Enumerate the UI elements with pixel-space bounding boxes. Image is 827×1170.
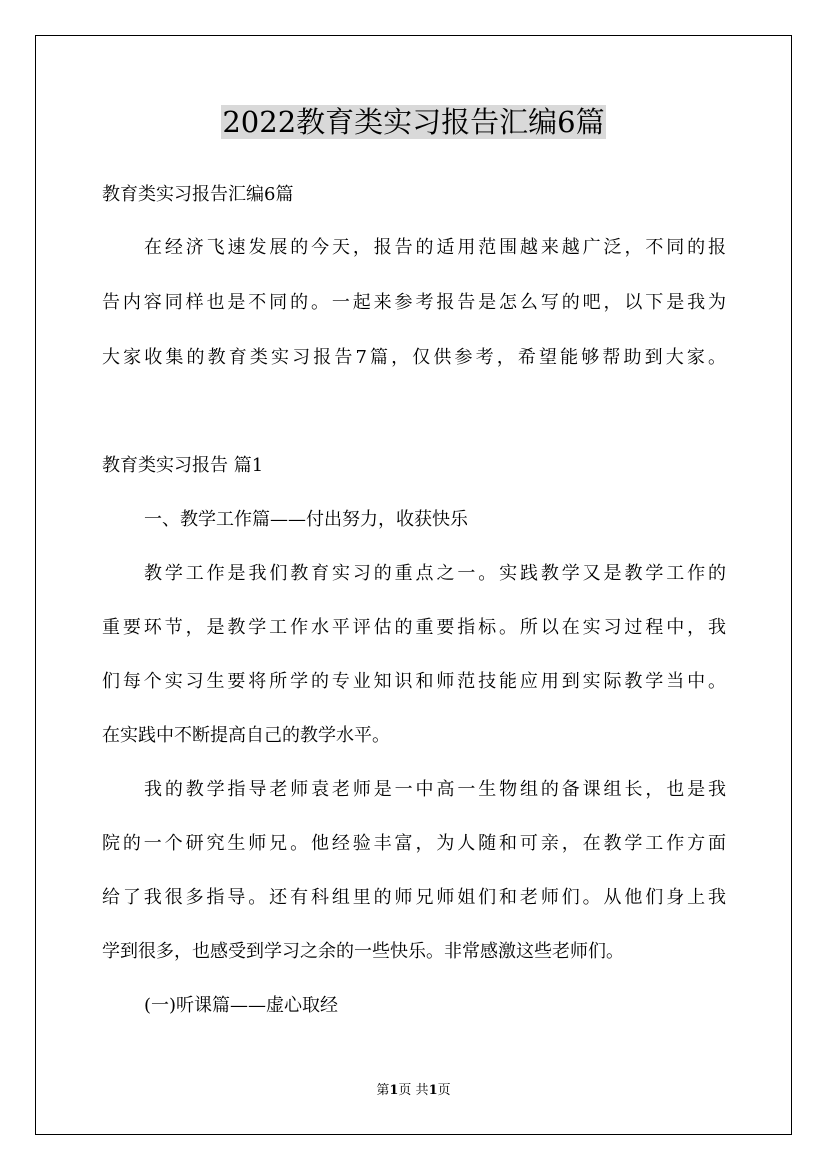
footer-page-total: 1	[428, 1083, 438, 1098]
footer-suffix: 页	[437, 1083, 451, 1098]
footer-prefix: 第	[376, 1083, 390, 1098]
intro-line-2: 告内容同样也是不同的。一起来参考报告是怎么写的吧，以下是我为	[102, 292, 726, 313]
para2-line-3: 给了我很多指导。还有科组里的师兄师姐们和老师们。从他们身上我	[102, 887, 726, 908]
document-title-text: 2022教育类实习报告汇编6篇	[222, 105, 605, 139]
page-footer	[0, 1082, 827, 1100]
para1-line-4: 在实践中不断提高自己的教学水平。	[102, 725, 390, 746]
document-subtitle: 教育类实习报告汇编6篇	[102, 184, 294, 205]
intro-line-3: 大家收集的教育类实习报告7篇，仅供参考，希望能够帮助到大家。	[102, 347, 726, 368]
para1-line-3: 们每个实习生要将所学的专业知识和师范技能应用到实际教学当中。	[102, 671, 726, 692]
para2-line-4: 学到很多，也感受到学习之余的一些快乐。非常感激这些老师们。	[102, 941, 624, 962]
section-heading: 教育类实习报告 篇1	[102, 455, 264, 476]
intro-line-1: 在经济飞速发展的今天，报告的适用范围越来越广泛，不同的报	[144, 237, 726, 258]
para1-line-2: 重要环节，是教学工作水平评估的重要指标。所以在实习过程中，我	[102, 617, 726, 638]
footer-page-current: 1	[389, 1083, 399, 1098]
part-heading: 一、教学工作篇——付出努力，收获快乐	[144, 509, 468, 530]
para2-line-2: 院的一个研究生师兄。他经验丰富，为人随和可亲，在教学工作方面	[102, 833, 726, 854]
document-title	[0, 100, 827, 144]
para2-line-1: 我的教学指导老师袁老师是一中高一生物组的备课组长，也是我	[144, 779, 726, 800]
footer-mid: 页 共	[398, 1083, 429, 1098]
sub-heading: (一)听课篇——虚心取经	[144, 995, 339, 1016]
para1-line-1: 教学工作是我们教育实习的重点之一。实践教学又是教学工作的	[144, 563, 726, 584]
